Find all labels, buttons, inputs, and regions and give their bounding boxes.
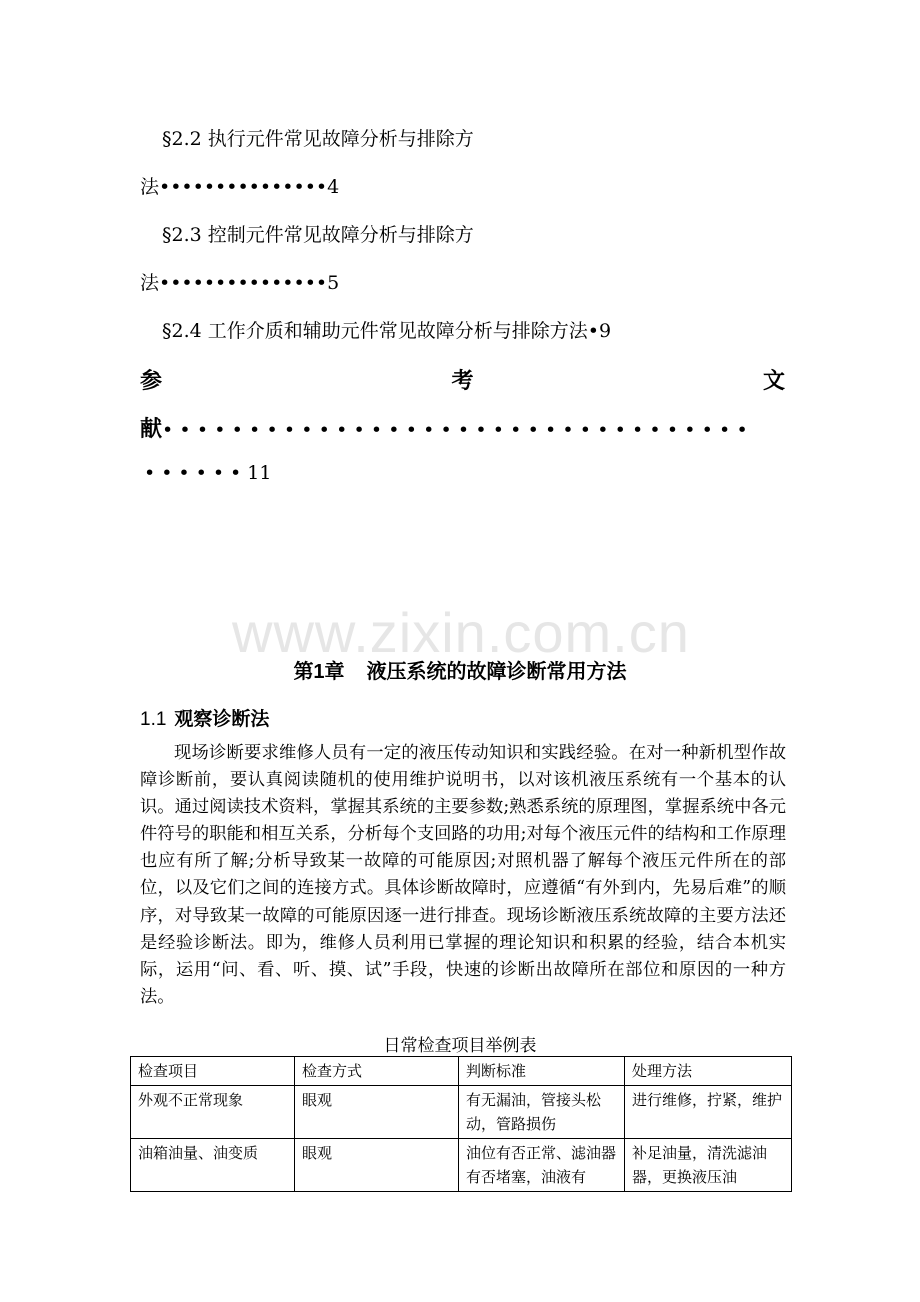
toc-item-2-3-title[interactable] [162,220,474,247]
table-cell: 油位有否正常、滤油器有否堵塞，油液有 [459,1139,625,1192]
table-row [131,1139,792,1192]
toc-2-3-page: 5 [327,272,340,294]
toc-item-2-4[interactable] [162,316,611,343]
table-cell: 有无漏油，管接头松动，管路损伤 [459,1086,625,1139]
watermark: www.zixin.com.cn [232,601,690,664]
toc-2-4-page: 9 [598,320,612,342]
table-header-row [131,1057,792,1086]
table-cell: 补足油量，清洗滤油器，更换液压油 [625,1139,792,1192]
body-paragraph [140,740,786,1011]
toc-references-page-line[interactable] [144,462,271,484]
inspection-table [130,1056,792,1192]
section-heading [140,704,269,731]
section-number: 1.1 [140,709,167,730]
ref-char-1: 参 [140,368,163,394]
ref-char-4: 献 [140,416,163,442]
toc-2-3-cont: 法 [140,272,160,294]
table-header-cell: 判断标准 [459,1057,625,1086]
table-cell: 眼观 [295,1086,459,1139]
ref-page: 11 [247,462,272,484]
chapter-heading [0,655,920,684]
toc-2-3-dots: ••••••••••••••• [159,272,328,294]
table-caption: 日常检查项目举例表 [383,1036,537,1056]
body-text: 现场诊断要求维修人员有一定的液压传动知识和实践经验。在对一种新机型作故障诊断前，要认真阅读随机的使用维护说明书，以对该机液压系统有一个基本的认识。通过阅读技术资料，掌握其系统的主要参数;熟悉系统的原理图，掌握系统中各元件符号的职能和相互关系，分析每个支回路的功用;对每个液压元件的结构和工作原理也应有所了解;分析导致某一故障的可能原因;对照机器了解每个液压元件所在的部位，以及它们之间的连接方式。具体诊断故障时，应遵循“有外到内，先易后难”的顺序，对导致某一故障的可能原因逐一进行排查。现场诊断液压系统故障的主要方法还是经验诊断法。即为，维修人员利用已掌握的理论知识和积累的经验，结合本机实际，运用“问、看、听、摸、试”手段，快速的诊断出故障所在部位和原因的一种方法。 [140,743,786,1007]
toc-2-2-cont: 法 [140,176,160,198]
table-cell: 外观不正常现象 [131,1086,295,1139]
table-cell: 油箱油量、油变质 [131,1139,295,1192]
ref-char-2: 考 [451,368,474,394]
chapter-title: 液压系统的故障诊断常用方法 [366,661,627,683]
toc-2-4-dots: • [587,320,599,342]
ref-dots-line3: •••••• [144,462,248,484]
toc-references-heading[interactable] [140,364,785,396]
table-header-cell: 处理方法 [625,1057,792,1086]
toc-item-2-3-continuation[interactable] [140,268,339,295]
table-header-cell: 检查方式 [295,1057,459,1086]
table-cell: 眼观 [295,1139,459,1192]
toc-2-2-dots: ••••••••••••••• [159,176,328,198]
toc-2-2-text: §2.2 执行元件常见故障分析与排除方 [162,128,474,150]
toc-references-line[interactable] [140,412,785,443]
chapter-label: 第1章 [293,661,345,683]
table-header-cell: 检查项目 [131,1057,295,1086]
section-title: 观察诊断法 [174,709,270,730]
toc-item-2-2-continuation[interactable] [140,172,339,199]
table-cell: 进行维修，拧紧，维护 [625,1086,792,1139]
toc-item-2-2-title[interactable] [162,124,474,151]
toc-2-3-text: §2.3 控制元件常见故障分析与排除方 [162,224,474,246]
ref-char-3: 文 [762,368,785,394]
toc-2-4-text: §2.4 工作介质和辅助元件常见故障分析与排除方法 [162,320,588,342]
toc-2-2-page: 4 [327,176,340,198]
table-row [131,1086,792,1139]
ref-dots-line2: •••••••••••••••••••••••••••••••••• [162,419,754,441]
